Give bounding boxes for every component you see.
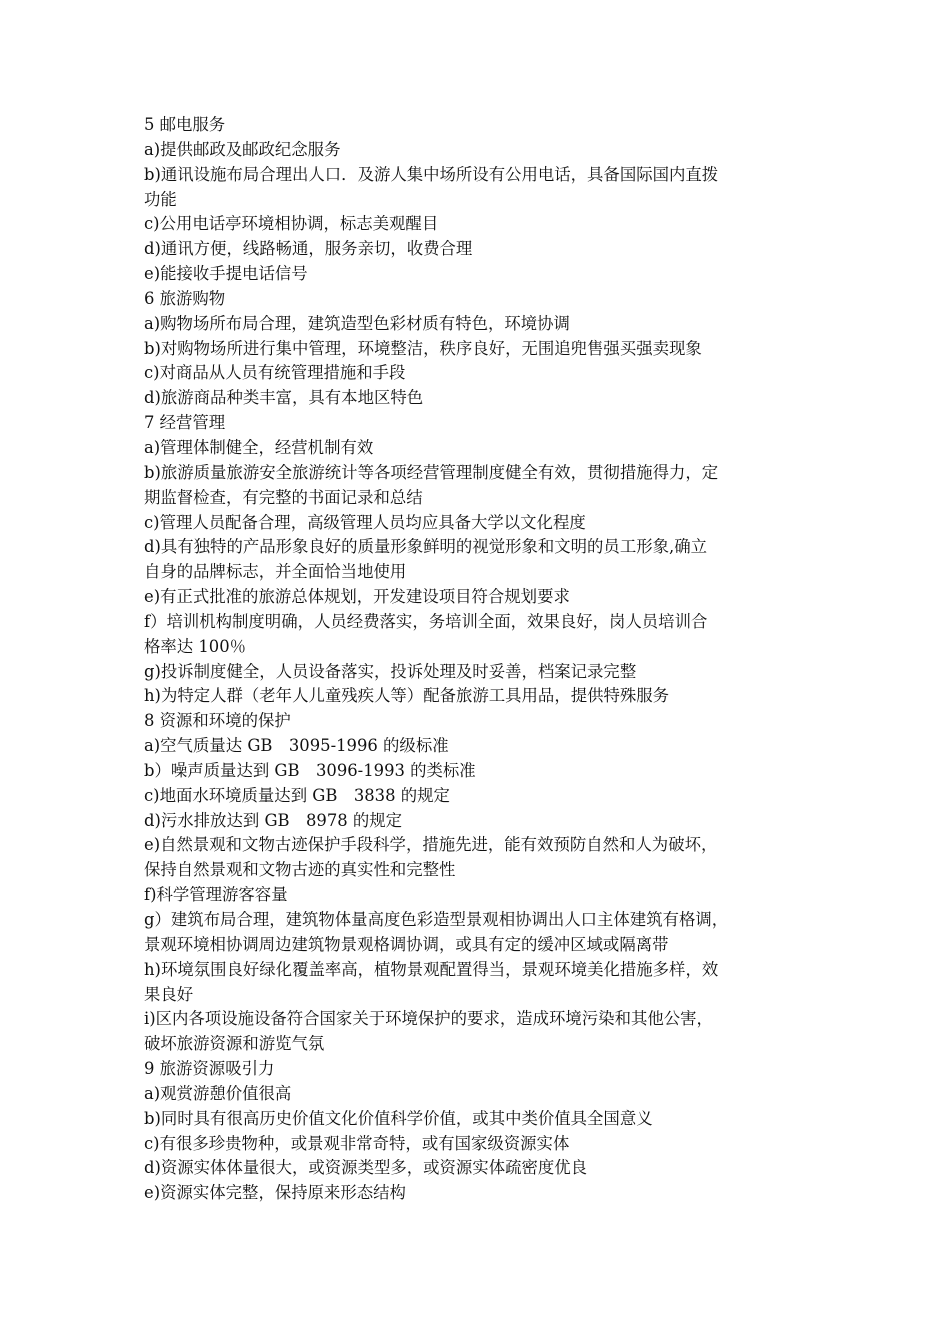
text-line: 6 旅游购物	[144, 288, 226, 308]
text-line: 格率达 100％	[144, 636, 247, 656]
text-line: 果良好	[144, 984, 194, 1004]
text-line: c)管理人员配备合理，高级管理人员均应具备大学以文化程度	[144, 512, 586, 532]
text-line: b)通讯设施布局合理出人口．及游人集中场所设有公用电话，具备国际国内直拨	[144, 164, 719, 184]
text-line: e)资源实体完整，保持原来形态结构	[144, 1183, 406, 1203]
text-line: a)观赏游憩价值很高	[144, 1083, 292, 1103]
text-line: a)购物场所布局合理，建筑造型色彩材质有特色，环境协调	[144, 313, 570, 333]
document-body	[144, 113, 814, 1206]
text-line: 保持自然景观和文物古迹的真实性和完整性	[144, 860, 456, 880]
text-line: 8 资源和环境的保护	[144, 711, 291, 731]
text-line: 7 经营管理	[144, 413, 226, 433]
text-line: 自身的品牌标志，并全面恰当地使用	[144, 562, 407, 582]
text-line: c)地面水环境质量达到 GB 3838 的规定	[144, 785, 450, 805]
text-line: d)污水排放达到 GB 8978 的规定	[144, 810, 403, 830]
text-line: c)公用电话亭环境相协调，标志美观醒目	[144, 214, 439, 234]
text-line: b)同时具有很高历史价值文化价值科学价值，或其中类价值具全国意义	[144, 1108, 653, 1128]
text-line: d)具有独特的产品形象良好的质量形象鲜明的视觉形象和文明的员工形象,确立	[144, 537, 707, 557]
text-line: f）培训机构制度明确，人员经费落实，务培训全面，效果良好，岗人员培训合	[144, 611, 708, 631]
text-line: b)对购物场所进行集中管理，环境整洁，秩序良好，无围追兜售强买强卖现象	[144, 338, 702, 358]
text-line: g)投诉制度健全，人员设备落实，投诉处理及时妥善，档案记录完整	[144, 661, 637, 681]
text-line: e)自然景观和文物古迹保护手段科学，措施先进，能有效预防自然和人为破坏，	[144, 835, 718, 855]
text-line: a)提供邮政及邮政纪念服务	[144, 139, 341, 159]
text-line: d)通讯方便，线路畅通，服务亲切，收费合理	[144, 239, 473, 259]
text-line: h)环境氛围良好绿化覆盖率高，植物景观配置得当，景观环境美化措施多样，效	[144, 959, 719, 979]
text-line: e)有正式批准的旅游总体规划，开发建设项目符合规划要求	[144, 587, 570, 607]
text-line: d)资源实体体量很大，或资源类型多，或资源实体疏密度优良	[144, 1158, 588, 1178]
text-line: 5 邮电服务	[144, 115, 226, 134]
text-line: 破坏旅游资源和游览气氛	[144, 1034, 325, 1054]
text-line: g）建筑布局合理，建筑物体量高度色彩造型景观相协调出人口主体建筑有格调，	[144, 910, 729, 929]
text-line: d)旅游商品种类丰富，具有本地区特色	[144, 388, 424, 408]
text-line: b）噪声质量达到 GB 3096-1993 的类标准	[144, 760, 476, 780]
text-line: 景观环境相协调周边建筑物景观格调协调，或具有定的缓冲区域或隔离带	[144, 934, 669, 954]
text-line: 功能	[144, 189, 177, 209]
text-line: 9 旅游资源吸引力	[144, 1059, 275, 1079]
text-line: 期监督检查，有完整的书面记录和总结	[144, 487, 423, 507]
text-line: a)空气质量达 GB 3095-1996 的级标准	[144, 736, 449, 756]
text-line: a)管理体制健全，经营机制有效	[144, 437, 374, 457]
text-line: e)能接收手提电话信号	[144, 264, 308, 284]
text-line: i)区内各项设施设备符合国家关于环境保护的要求，造成环境污染和其他公害，	[144, 1009, 713, 1029]
text-line: f)科学管理游客容量	[144, 885, 288, 905]
text-line: c)对商品从人员有统管理措施和手段	[144, 363, 406, 383]
text-line: b)旅游质量旅游安全旅游统计等各项经营管理制度健全有效，贯彻措施得力，定	[144, 462, 719, 482]
text-line: c)有很多珍贵物种，或景观非常奇特，或有国家级资源实体	[144, 1133, 570, 1153]
text-line: h)为特定人群（老年人儿童残疾人等）配备旅游工具用品，提供特殊服务	[144, 686, 670, 706]
